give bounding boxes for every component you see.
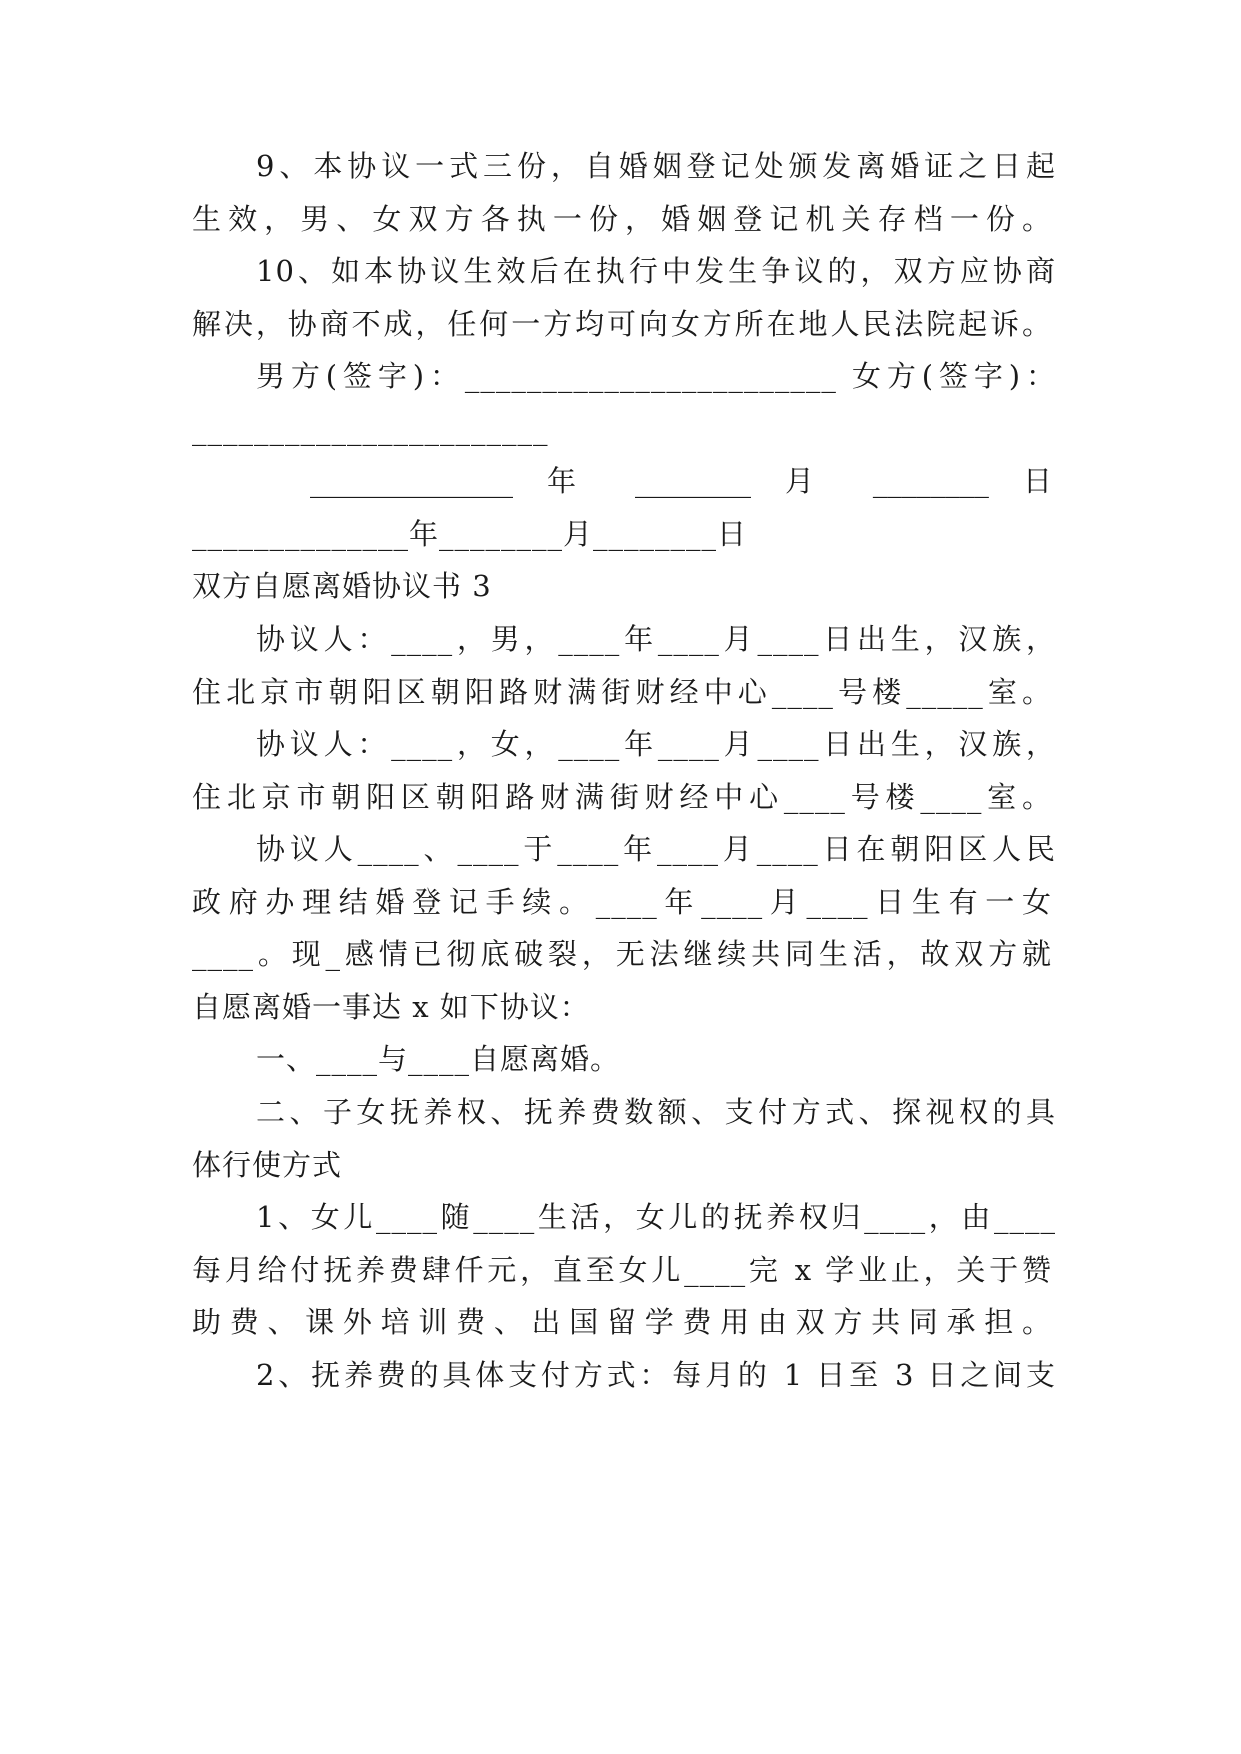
date-line-1: ______________ 年 ________ 月 ________ 日 <box>310 464 1052 498</box>
marriage-line-4: 自愿离婚一事达 x 如下协议： <box>192 990 590 1024</box>
clause-10-line-1: 10、如本协议生效后在执行中发生争议的，双方应协商 <box>256 254 1056 288</box>
marriage-line-3: ____。现_感情已彻底破裂，无法继续共同生活，故双方就 <box>192 937 1052 971</box>
signature-blank: _______________________ <box>192 412 549 446</box>
party-2-line-1: 协议人：____，女，____年____月____日出生，汉族， <box>256 727 1056 761</box>
item-2-line-1: 二、子女抚养权、抚养费数额、支付方式、探视权的具 <box>256 1095 1056 1129</box>
marriage-line-2: 政府办理结婚登记手续。____年____月____日生有一女 <box>192 885 1052 919</box>
clause-9-line-2: 生效，男、女双方各执一份，婚姻登记机关存档一份。 <box>192 202 1052 236</box>
subitem-1-line-1: 1、女儿____随____生活，女儿的抚养权归____，由____ <box>256 1200 1056 1234</box>
subitem-2-line-1: 2、抚养费的具体支付方式：每月的 1 日至 3 日之间支 <box>256 1358 1056 1392</box>
marriage-line-1: 协议人____、____于____年____月____日在朝阳区人民 <box>256 832 1056 866</box>
section-title: 双方自愿离婚协议书 3 <box>192 569 492 603</box>
clause-10-line-2: 解决，协商不成，任何一方均可向女方所在地人民法院起诉。 <box>192 307 1052 341</box>
subitem-1-line-3: 助费、课外培训费、出国留学费用由双方共同承担。 <box>192 1305 1052 1339</box>
item-1: 一、____与____自愿离婚。 <box>256 1042 621 1076</box>
party-1-line-2: 住北京市朝阳区朝阳路财满街财经中心____号楼_____室。 <box>192 675 1052 709</box>
subitem-1-line-2: 每月给付抚养费肆仟元，直至女儿____完 x 学业止，关于赞 <box>192 1253 1052 1287</box>
item-2-line-2: 体行使方式 <box>192 1148 343 1182</box>
party-2-line-2: 住北京市朝阳区朝阳路财满街财经中心____号楼____室。 <box>192 780 1052 814</box>
clause-9-line-1: 9、本协议一式三份，自婚姻登记处颁发离婚证之日起 <box>256 149 1056 183</box>
date-line-2: ______________年________月________日 <box>192 517 748 551</box>
signature-line: 男方(签字)：________________________ 女方(签字)： <box>256 359 1056 393</box>
party-1-line-1: 协议人：____，男，____年____月____日出生，汉族， <box>256 622 1056 656</box>
